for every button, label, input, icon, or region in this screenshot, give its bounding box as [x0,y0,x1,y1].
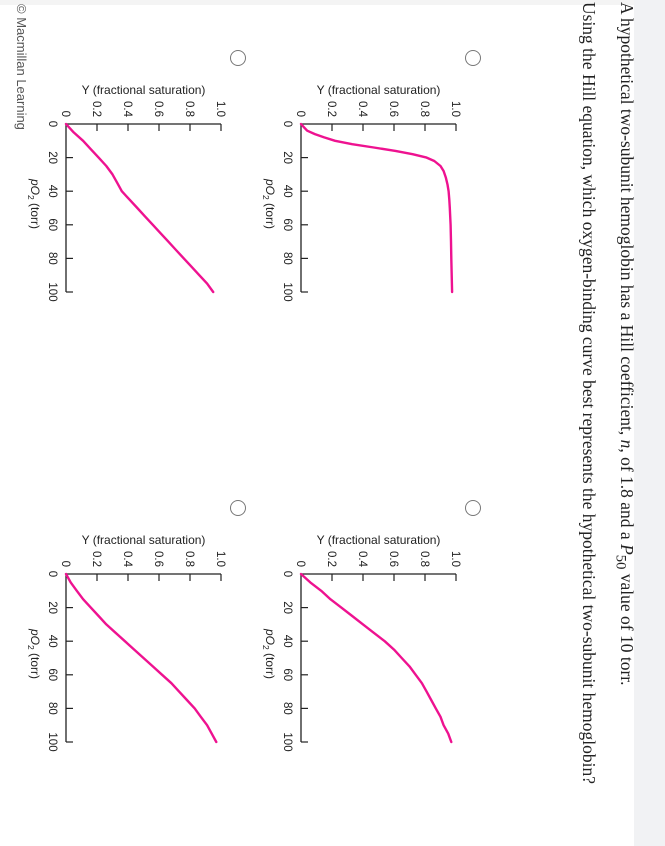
x-tick-label: 40 [281,634,293,648]
y-tick-label: 0 [59,560,71,567]
x-tick-label: 100 [281,732,293,752]
x-tick-label: 0 [46,120,58,128]
y-tick-label: 0 [294,560,306,567]
x-tick-label: 60 [281,218,293,232]
y-tick-label: 0.2 [90,551,102,567]
p50-subscript: 50 [612,554,629,570]
x-tick-label: 100 [281,282,293,302]
y-tick-label: 1.0 [214,551,226,567]
y-tick-label: 0.2 [325,551,337,567]
x-tick-label: 60 [281,668,293,682]
y-tick-label: 0.6 [152,551,164,567]
answer-option-d[interactable] [19,494,249,834]
x-tick-label: 100 [46,282,58,302]
chart-option-d [19,494,249,834]
x-axis-label: $pO_2$ (torr) [26,178,42,230]
y-tick-label: 1.0 [449,101,461,117]
y-tick-label: 0.8 [418,101,430,117]
x-tick-label: 80 [281,252,293,265]
chart-option-c [19,44,249,384]
binding-curve [66,124,213,292]
y-tick-label: 0.4 [121,101,133,117]
binding-curve [66,574,216,742]
x-tick-label: 40 [281,184,293,198]
x-tick-label: 20 [46,601,58,614]
x-tick-label: 80 [281,702,293,715]
x-tick-label: 40 [46,634,58,648]
y-tick-label: 0.8 [183,551,195,567]
hill-n-symbol: n [617,439,637,449]
x-tick-label: 20 [281,151,293,164]
x-axis-label: $pO_2$ (torr) [26,628,42,680]
y-tick-label: 0.6 [152,101,164,117]
chart-option-a [254,44,484,384]
question-middle: , of 1.8 and a [617,448,637,545]
x-tick-label: 0 [46,570,58,578]
question-prefix: A hypothetical two-subunit hemoglobin has a Hill coefficient, [617,2,637,440]
copyright-notice: © Macmillan Learning [14,4,29,130]
y-tick-label: 0.8 [183,101,195,117]
x-tick-label: 0 [281,570,293,578]
y-tick-label: 0.4 [356,551,368,567]
x-tick-label: 60 [46,668,58,682]
x-tick-label: 20 [281,601,293,614]
p50-symbol: P [617,544,637,555]
y-tick-label: 0.6 [387,551,399,567]
y-tick-label: 0.2 [325,101,337,117]
y-tick-label: 0 [294,110,306,117]
chart-option-b [254,494,484,834]
scrollbar-track[interactable] [634,0,665,846]
y-tick-label: 1.0 [214,101,226,117]
x-axis-label: $pO_2$ (torr) [261,178,277,230]
question-suffix: value of 10 torr. [617,569,637,686]
x-tick-label: 0 [281,120,293,128]
x-tick-label: 40 [46,184,58,198]
x-tick-label: 80 [46,702,58,715]
answer-option-c[interactable] [19,44,249,384]
x-axis-label: $pO_2$ (torr) [261,628,277,680]
y-tick-label: 0.8 [418,551,430,567]
binding-curve [301,574,451,742]
y-axis-label: Y (fractional saturation) [81,83,206,97]
x-tick-label: 100 [46,732,58,752]
x-tick-label: 80 [46,252,58,265]
x-tick-label: 60 [46,218,58,232]
y-tick-label: 1.0 [449,551,461,567]
y-tick-label: 0 [59,110,71,117]
y-axis-label: Y (fractional saturation) [316,83,441,97]
answer-option-b[interactable] [261,494,484,834]
instruction-text: Using the Hill equation, which oxygen-binding curve best represents the hypothetical two-subunit hemoglobin? [579,2,599,784]
y-axis-label: Y (fractional saturation) [316,533,441,547]
x-tick-label: 20 [46,151,58,164]
y-tick-label: 0.4 [356,101,368,117]
binding-curve [301,124,452,292]
answer-option-a[interactable] [261,44,484,384]
y-tick-label: 0.4 [121,551,133,567]
question-text [612,2,638,686]
y-tick-label: 0.2 [90,101,102,117]
y-axis-label: Y (fractional saturation) [81,533,206,547]
y-tick-label: 0.6 [387,101,399,117]
